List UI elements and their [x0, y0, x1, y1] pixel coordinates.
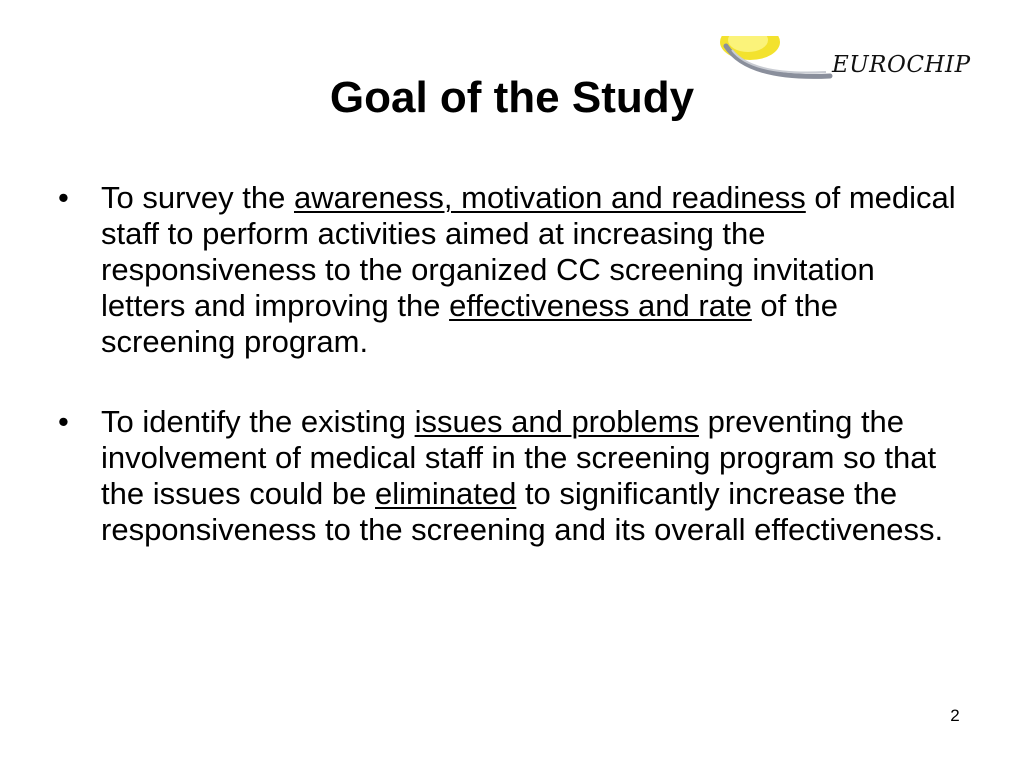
bullet-list — [58, 180, 958, 592]
bullet-text: To survey the — [101, 180, 294, 215]
bullet-text: of the screening program. — [101, 288, 838, 359]
page-number: 2 — [950, 706, 960, 725]
bullet-icon: • — [58, 404, 69, 439]
bullet-text: to significantly increase the responsiveness to the screening and its overall effectiveness. — [101, 476, 944, 547]
bullet-text: preventing the involvement of medical staff in the screening program so that the issues could be — [101, 404, 937, 511]
bullet-icon: • — [58, 180, 69, 215]
bullet-underlined-text: effectiveness and rate — [449, 288, 752, 323]
bullet-underlined-text: eliminated — [375, 476, 517, 511]
bullet-item — [58, 404, 958, 548]
bullet-underlined-text: issues and problems — [414, 404, 699, 439]
bullet-text: To identify the existing — [101, 404, 415, 439]
bullet-text: of medical staff to perform activities aimed at increasing the responsiveness to the organized CC screening invitation letters and improving the — [101, 180, 956, 323]
bullet-item — [58, 180, 958, 360]
bullet-underlined-text: awareness, motivation and readiness — [293, 180, 806, 215]
logo-text: EUROCHIP — [832, 52, 971, 78]
slide-title: Goal of the Study — [329, 73, 695, 122]
